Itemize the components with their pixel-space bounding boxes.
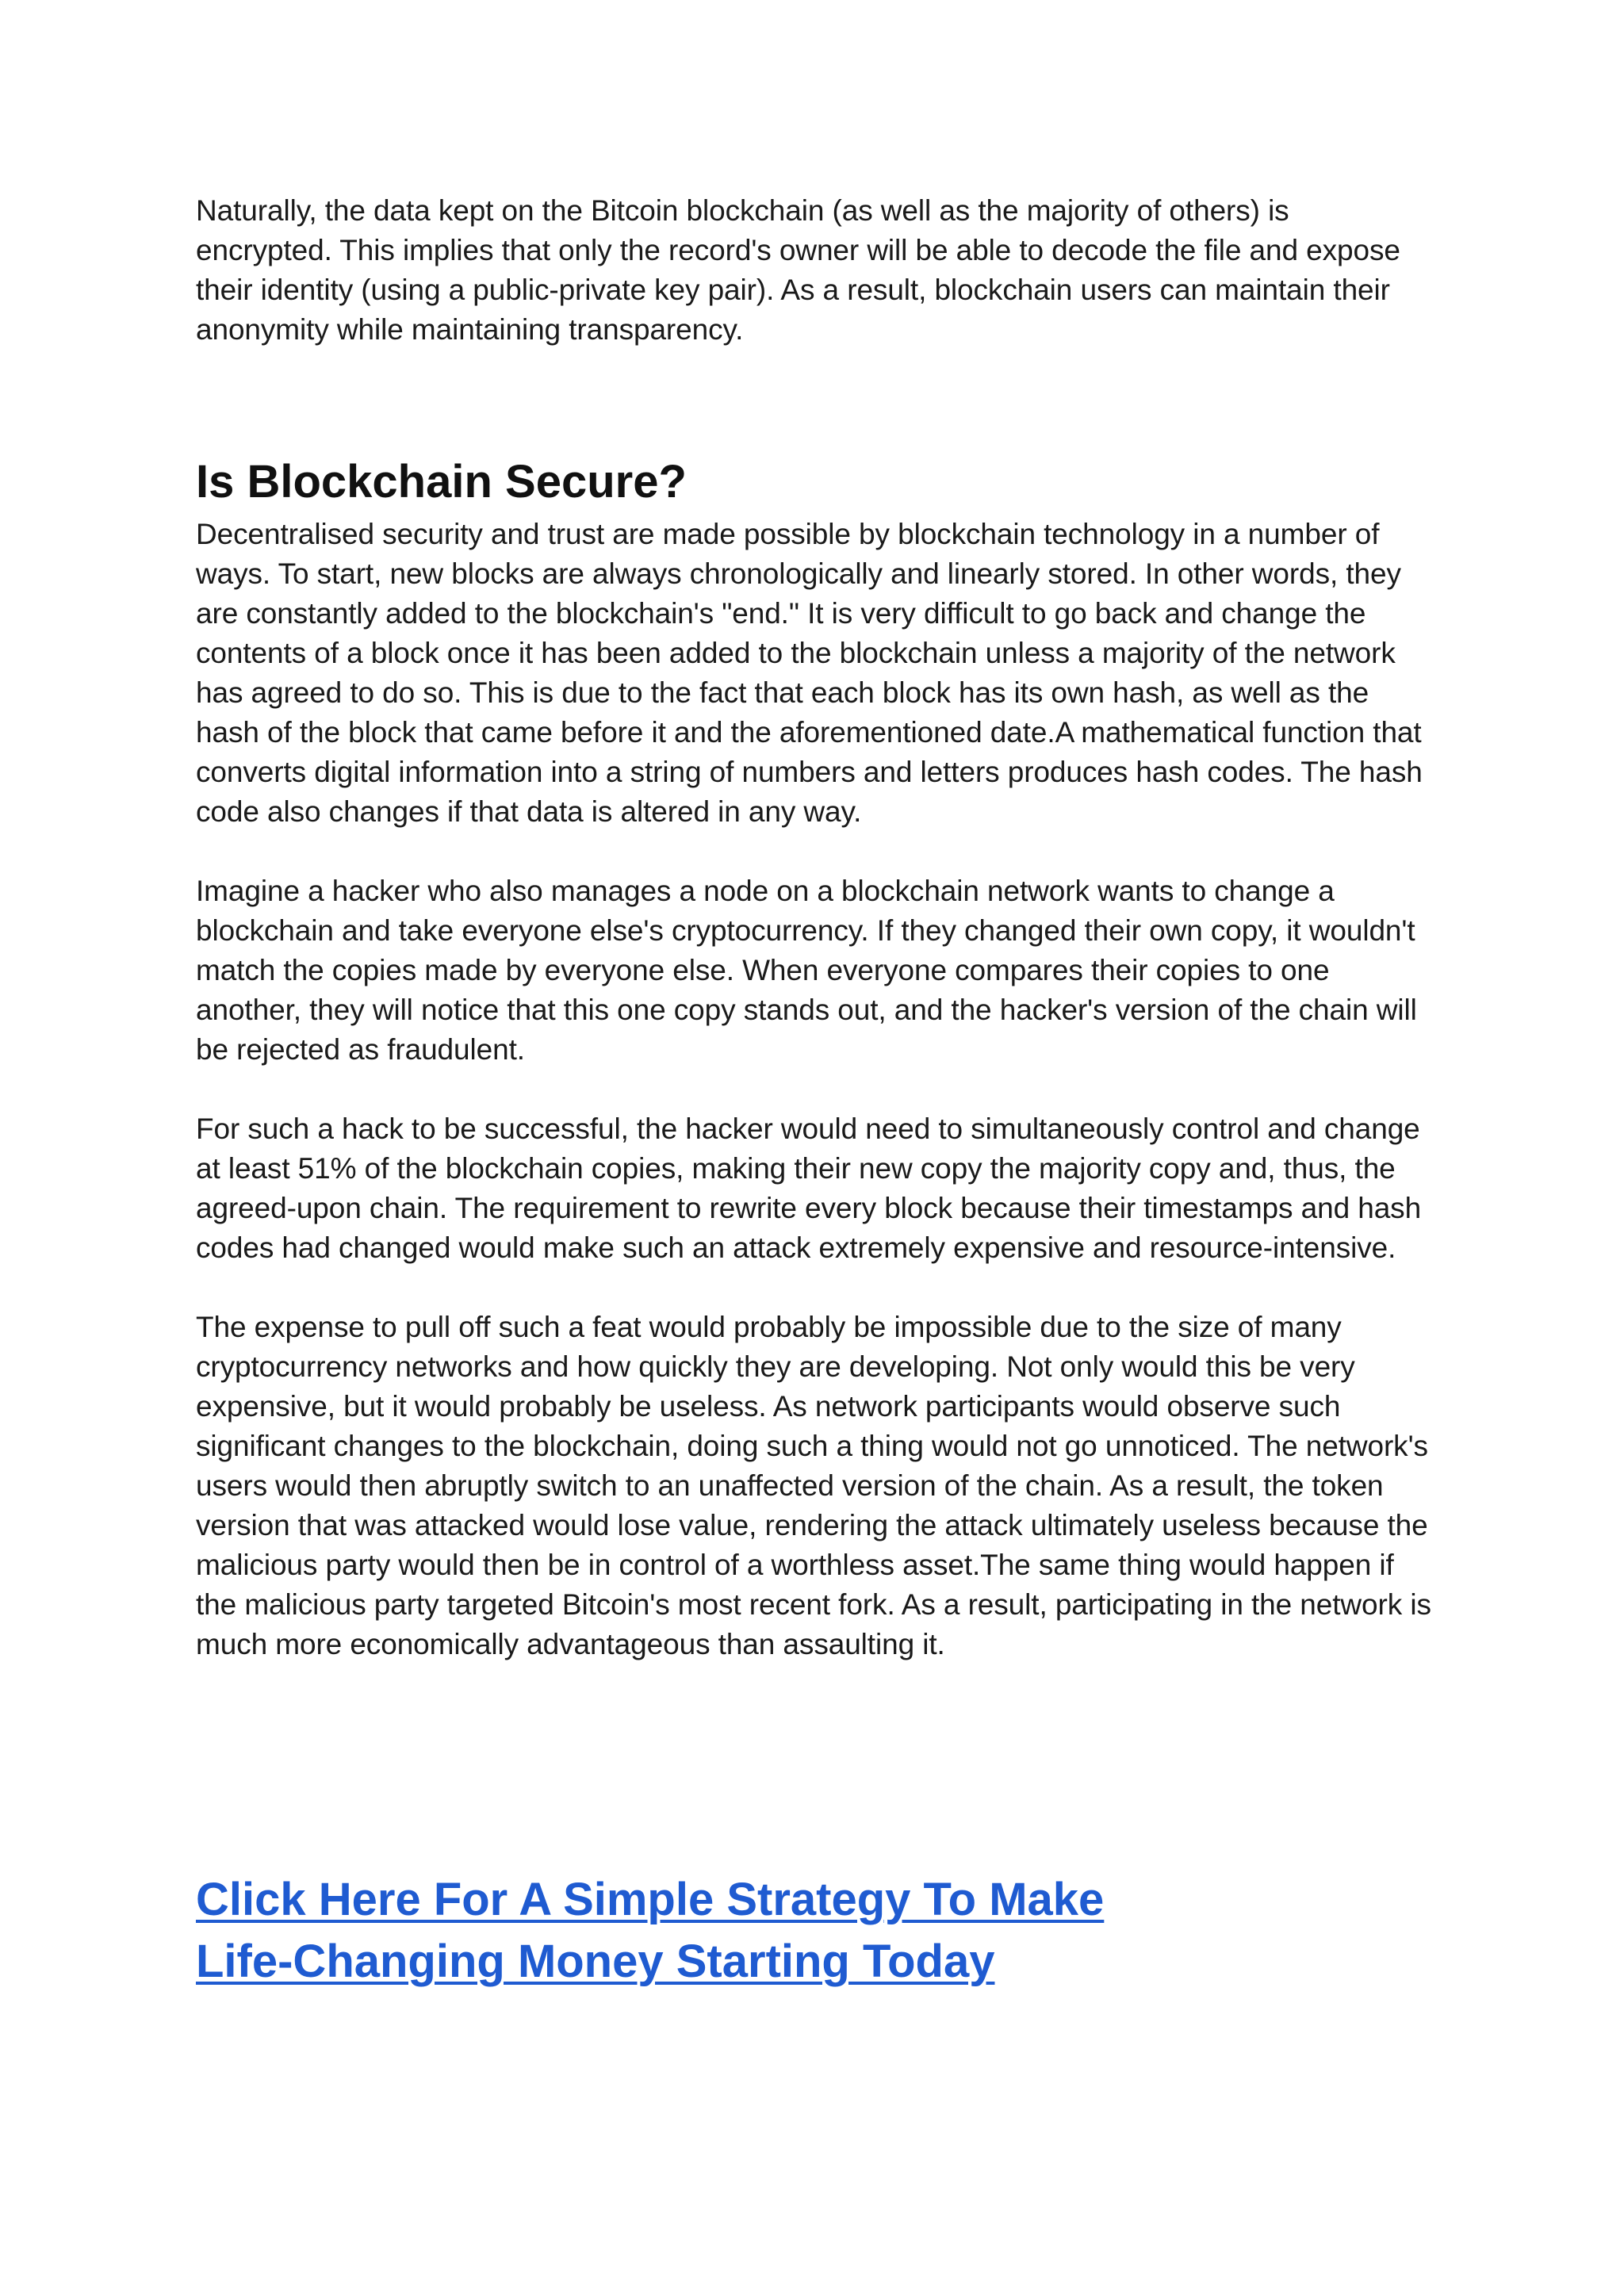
section-paragraph-2: Imagine a hacker who also manages a node on a blockchain network wants to change a blockchain and take everyone else's cryptocurrency. If they changed their own copy, it wouldn't match the copies made by everyone else. When everyone compares their copies to one another, they will notice that this one copy stands out, and the hacker's version of the chain will be rejected as fraudulent. — [196, 875, 1417, 1066]
cta-link-block[interactable] — [196, 1869, 1433, 1993]
section-paragraph-4: The expense to pull off such a feat would probably be impossible due to the size of many cryptocurrency networks and how quickly they are developing. Not only would this be very expensive, but it would probably be useless. As network participants would observe such significant changes to the blockchain, doing such a thing would not go unnoticed. The network's users would then abruptly switch to an unaffected version of the chain. As a result, the token version that was attacked would lose value, rendering the attack ultimately useless because the malicious party would then be in control of a worthless asset.The same thing would happen if the malicious party targeted Bitcoin's most recent fork. As a result, participating in the network is much more economically advantageous than assaulting it. — [196, 1311, 1431, 1660]
intro-paragraph: Naturally, the data kept on the Bitcoin blockchain (as well as the majority of others) is encrypted. This implies that only the record's owner will be able to decode the file and expose their identity (using a public-private key pair). As a result, blockchain users can maintain their anonymity while maintaining transparency. — [196, 194, 1400, 346]
cta-link-line-1[interactable]: Click Here For A Simple Strategy To Make — [196, 1874, 1105, 1925]
spacer — [196, 350, 1433, 454]
spacer — [196, 1268, 1433, 1308]
spacer — [196, 832, 1433, 871]
section-paragraph-3: For such a hack to be successful, the hacker would need to simultaneously control and change at least 51% of the blockchain copies, making their new copy the majority copy and, thus, the agreed-upon chain. The requirement to rewrite every block because their timestamps and hash codes had changed would make such an attack extremely expensive and resource-intensive. — [196, 1113, 1422, 1264]
section-heading: Is Blockchain Secure? — [196, 456, 687, 507]
section-paragraph-1: Decentralised security and trust are made possible by blockchain technology in a number of ways. To start, new blocks are always chronologically and linearly stored. In other words, they are constantly added to the blockchain's "end." It is very difficult to go back and change the contents of a block once it has been added to the blockchain unless a majority of the network has agreed to do so. This is due to the fact that each block has its own hash, as well as the hash of the block that came before it and the aforementioned date.A mathematical function that converts digital information into a string of numbers and letters produces hash codes. The hash code also changes if that data is altered in any way. — [196, 518, 1423, 828]
document-content — [196, 191, 1433, 1993]
cta-link-line-2[interactable]: Life-Changing Money Starting Today — [196, 1936, 995, 1987]
spacer — [196, 1070, 1433, 1109]
spacer — [196, 1664, 1433, 1869]
